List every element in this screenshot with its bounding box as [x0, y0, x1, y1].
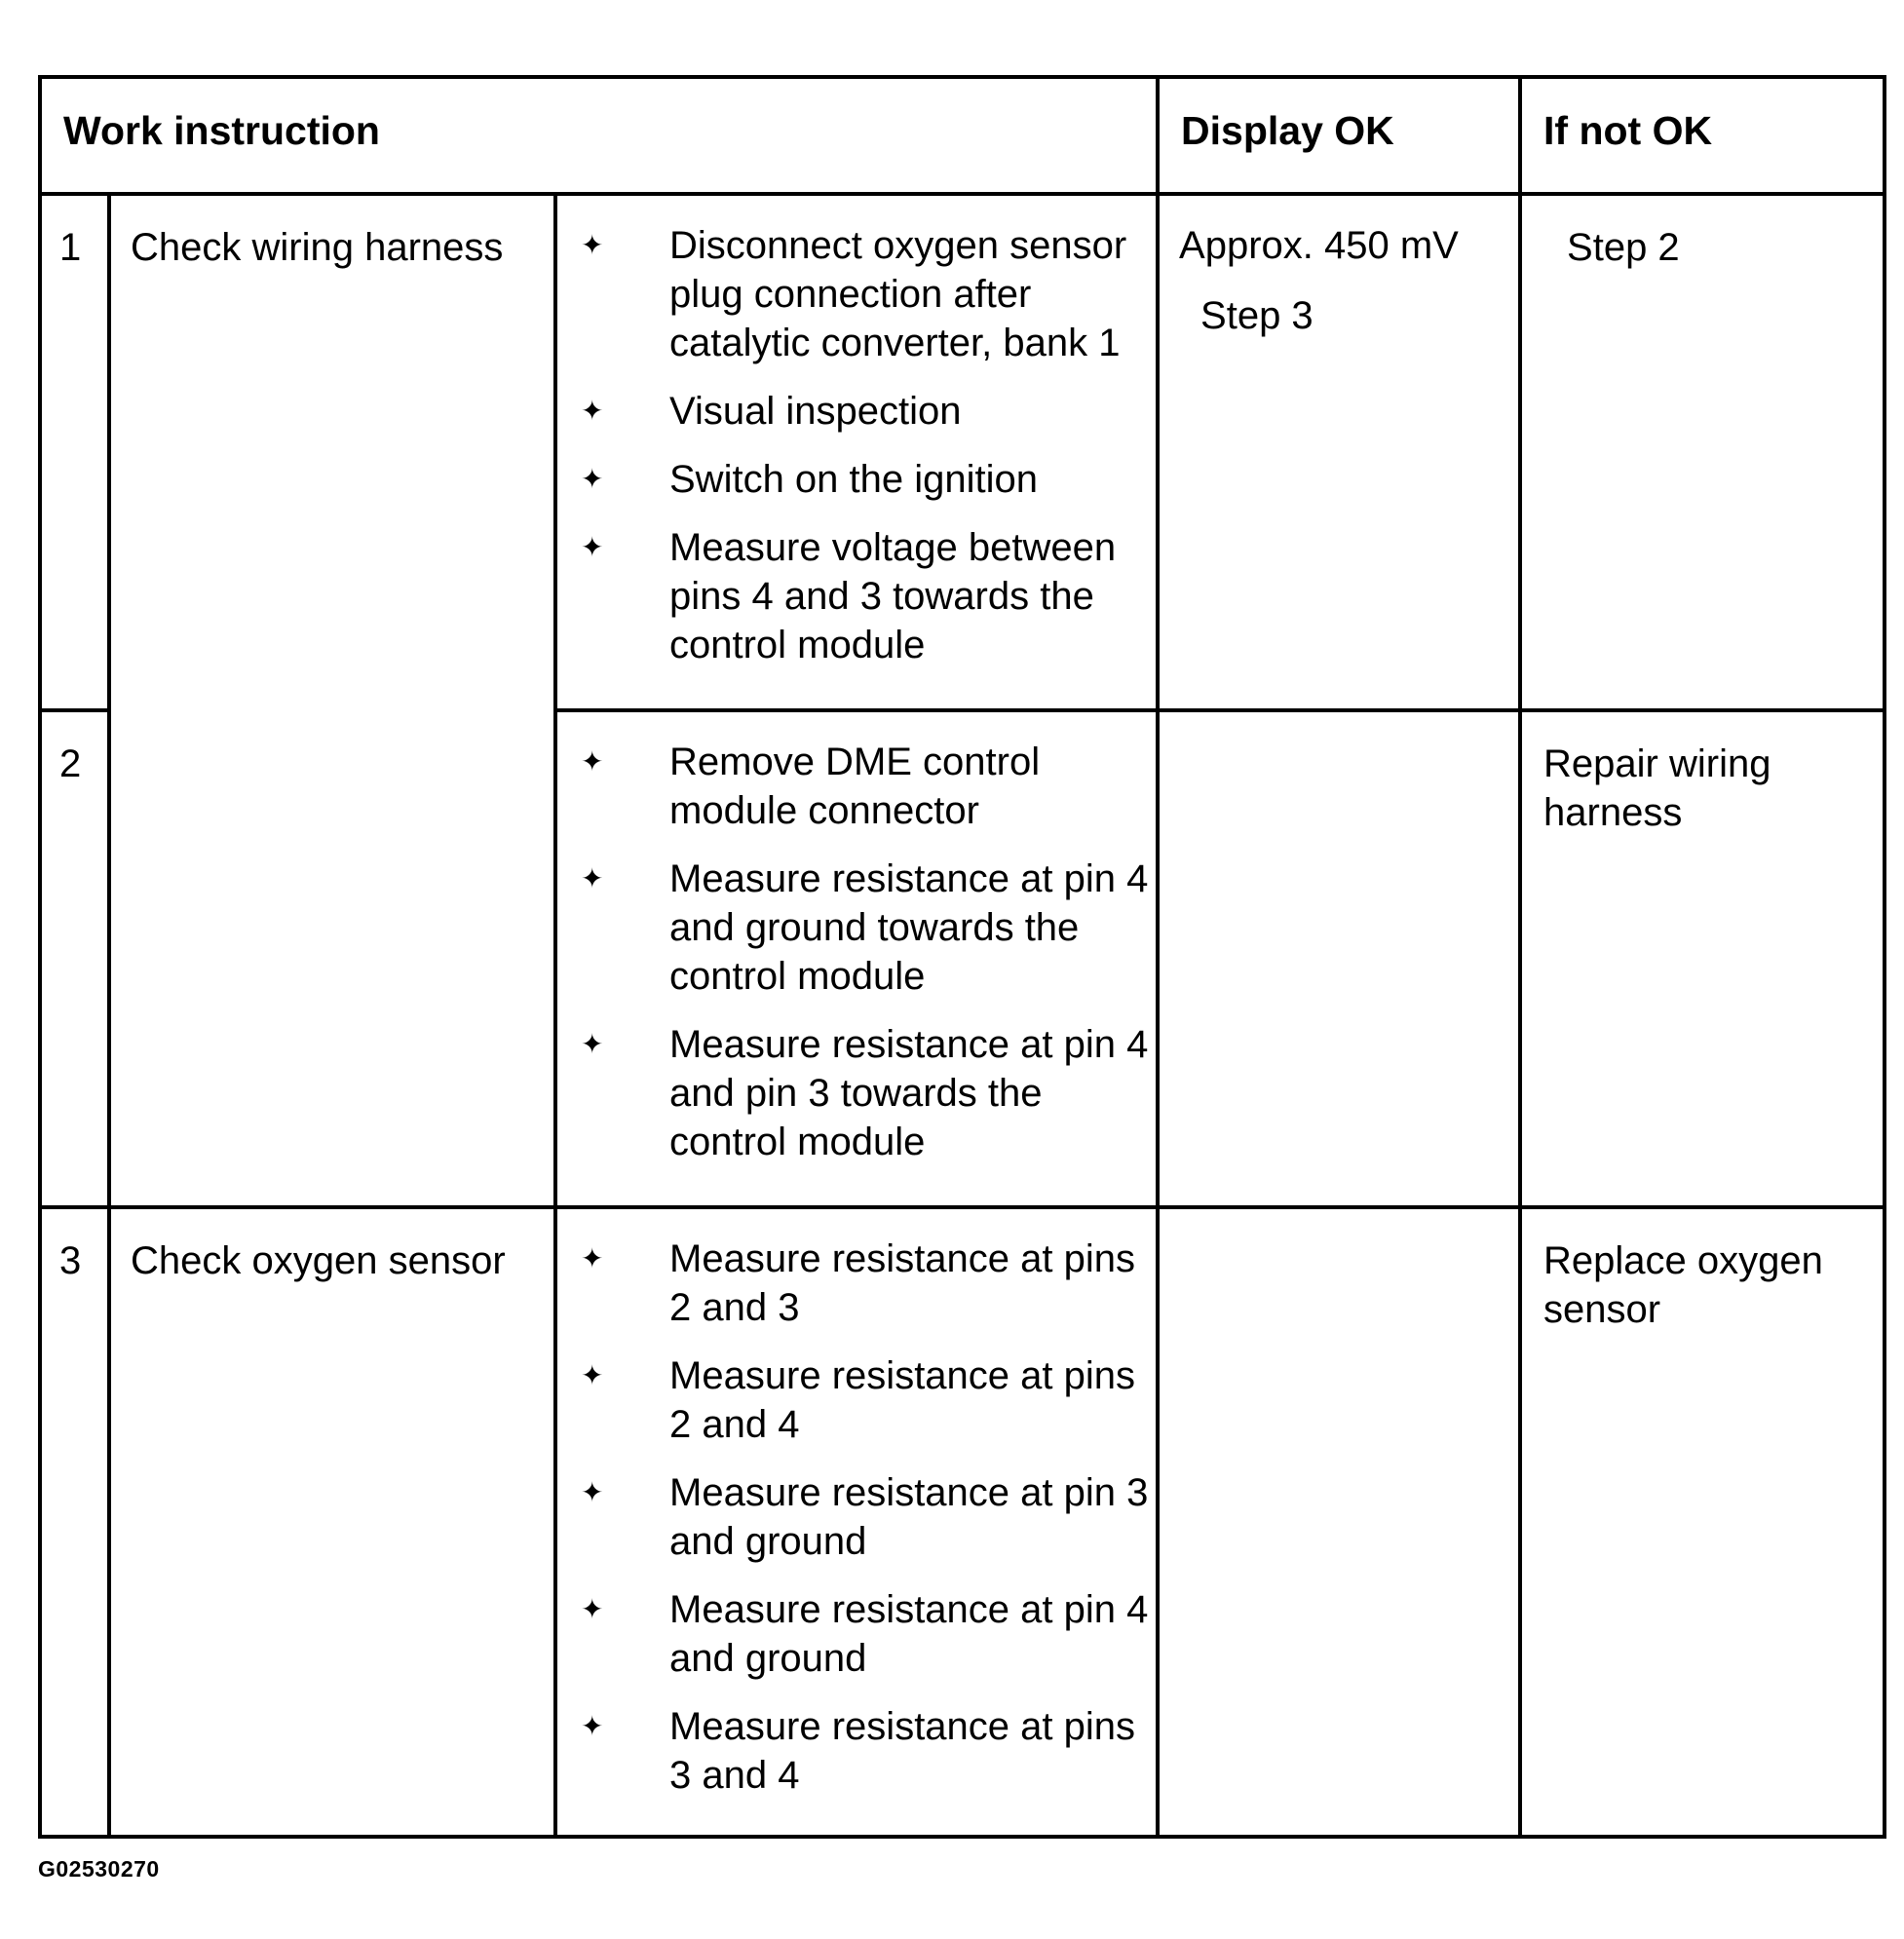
diamond-bullet-icon: ✦ — [581, 396, 604, 426]
table-row — [40, 1207, 1885, 1837]
display-ok-cell — [1158, 710, 1520, 1207]
step-number: 2 — [40, 710, 109, 1207]
table-header-row — [40, 77, 1885, 194]
step-text: Switch on the ignition — [669, 458, 1039, 501]
list-item — [557, 1468, 1156, 1566]
list-item — [557, 221, 1156, 367]
step-number: 1 — [40, 194, 109, 710]
step-list — [557, 738, 1156, 1166]
diamond-bullet-icon: ✦ — [581, 464, 604, 494]
steps-cell — [555, 194, 1158, 710]
list-item — [557, 1351, 1156, 1449]
if-not-ok-cell: Repair wiring harness — [1520, 710, 1885, 1207]
diamond-bullet-icon: ✦ — [581, 1243, 604, 1274]
list-item — [557, 1020, 1156, 1166]
if-not-ok-cell: Replace oxygen sensor — [1520, 1207, 1885, 1837]
header-if-not-ok: If not OK — [1520, 77, 1885, 194]
step-text: Measure resistance at pin 4 and pin 3 towards the control module — [669, 1023, 1149, 1163]
step-text: Measure resistance at pins 2 and 3 — [669, 1237, 1136, 1329]
if-not-ok-value: Step 2 — [1567, 226, 1680, 269]
task-check-oxygen-sensor: Check oxygen sensor — [109, 1207, 555, 1837]
task-check-wiring-harness: Check wiring harness — [109, 194, 555, 1207]
display-ok-cell — [1158, 1207, 1520, 1837]
step-number: 3 — [40, 1207, 109, 1837]
header-display-ok: Display OK — [1158, 77, 1520, 194]
diamond-bullet-icon: ✦ — [581, 1477, 604, 1507]
diamond-bullet-icon: ✦ — [581, 863, 604, 893]
step-text: Measure resistance at pins 3 and 4 — [669, 1705, 1136, 1797]
list-item — [557, 738, 1156, 835]
diamond-bullet-icon: ✦ — [581, 1711, 604, 1741]
step-text: Measure voltage between pins 4 and 3 towards the control module — [669, 526, 1117, 666]
if-not-ok-cell — [1520, 194, 1885, 710]
list-item — [557, 387, 1156, 436]
steps-cell — [555, 1207, 1158, 1837]
list-item — [557, 455, 1156, 504]
list-item — [557, 1702, 1156, 1800]
diamond-bullet-icon: ✦ — [581, 1594, 604, 1624]
diamond-bullet-icon: ✦ — [581, 746, 604, 777]
diamond-bullet-icon: ✦ — [581, 230, 604, 260]
display-ok-next-step: Step 3 — [1200, 294, 1314, 337]
step-list — [557, 1235, 1156, 1800]
list-item — [557, 1585, 1156, 1683]
diamond-bullet-icon: ✦ — [581, 532, 604, 562]
list-item — [557, 1235, 1156, 1332]
step-text: Measure resistance at pins 2 and 4 — [669, 1354, 1136, 1446]
diamond-bullet-icon: ✦ — [581, 1029, 604, 1059]
step-text: Disconnect oxygen sensor plug connection after catalytic converter, bank 1 — [669, 224, 1127, 364]
figure-code: G02530270 — [38, 1856, 160, 1882]
header-work-instruction: Work instruction — [40, 77, 1158, 194]
step-text: Visual inspection — [669, 390, 962, 433]
display-ok-value: Approx. 450 mV — [1179, 224, 1459, 267]
step-text: Measure resistance at pin 4 and ground towards the control module — [669, 857, 1149, 998]
list-item — [557, 523, 1156, 669]
step-list — [557, 221, 1156, 669]
step-text: Measure resistance at pin 4 and ground — [669, 1588, 1149, 1680]
list-item — [557, 855, 1156, 1001]
step-text: Measure resistance at pin 3 and ground — [669, 1471, 1149, 1563]
work-instruction-table — [38, 75, 1886, 1839]
table-row — [40, 194, 1885, 710]
step-text: Remove DME control module connector — [669, 741, 1041, 832]
steps-cell — [555, 710, 1158, 1207]
diamond-bullet-icon: ✦ — [581, 1360, 604, 1390]
display-ok-cell — [1158, 194, 1520, 710]
